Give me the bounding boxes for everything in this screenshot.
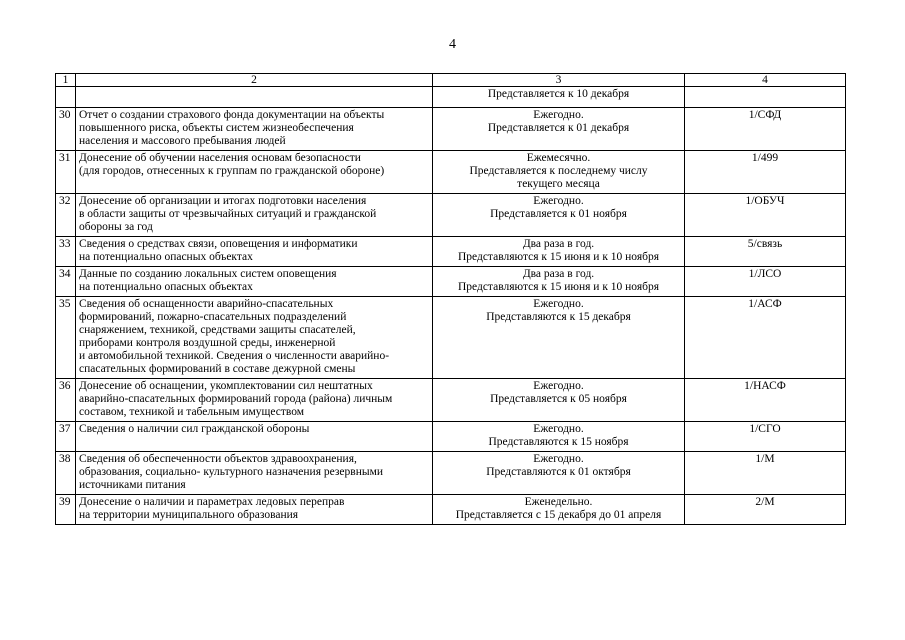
description-line: Донесение об обучении населения основам безопасности (79, 152, 361, 164)
report-deadline (433, 452, 685, 495)
description-line: снаряжением, техникой, средствами защиты спасателей, (79, 324, 356, 336)
table-row (56, 108, 846, 151)
description-line: Сведения о средствах связи, оповещения и информатики (79, 238, 358, 250)
description-line: Сведения об оснащенности аварийно-спасательных (79, 298, 334, 310)
report-description (76, 237, 433, 267)
column-number: 4 (685, 74, 846, 87)
description-line: и автомобильной техникой. Сведения о численности аварийно- (79, 350, 390, 362)
table-row (56, 452, 846, 495)
description-line: образования, социально- культурного назначения резервными (79, 466, 384, 478)
report-description (76, 151, 433, 194)
row-number: 31 (56, 151, 76, 194)
report-deadline (433, 108, 685, 151)
description-line: на потенциально опасных объектах (79, 281, 253, 293)
report-deadline (433, 297, 685, 379)
deadline-line: Ежемесячно. (526, 152, 591, 164)
report-deadline (433, 422, 685, 452)
table-row (56, 297, 846, 379)
deadline-line: Представляется к последнему числу (469, 165, 648, 177)
row-number: 32 (56, 194, 76, 237)
description-line: составом, техникой и табельным имуществом (79, 406, 305, 418)
row-number: 34 (56, 267, 76, 297)
report-description (76, 422, 433, 452)
form-code: 5/связь (685, 237, 846, 267)
page-number: 4 (449, 37, 456, 52)
form-code: 1/ОБУЧ (685, 194, 846, 237)
column-number: 1 (56, 74, 76, 87)
report-description (76, 194, 433, 237)
description-line: в области защиты от чрезвычайных ситуаций и гражданской (79, 208, 377, 220)
description-line: Отчет о создании страхового фонда документации на объекты (79, 109, 385, 121)
description-line: Сведения об обеспеченности объектов здравоохранения, (79, 453, 357, 465)
report-deadline (433, 87, 685, 108)
column-numbers-row (56, 74, 846, 87)
column-number: 2 (76, 74, 433, 87)
report-deadline (433, 194, 685, 237)
form-code: 1/ЛСО (685, 267, 846, 297)
form-code (685, 87, 846, 108)
deadline-line: Представляется с 15 декабря до 01 апреля (455, 509, 662, 521)
form-code: 1/СФД (685, 108, 846, 151)
table-row (56, 495, 846, 525)
description-line: Донесение об организации и итогах подготовки населения (79, 195, 367, 207)
deadline-line: Представляется к 01 декабря (487, 122, 630, 134)
description-line: населения и массового пребывания людей (79, 135, 286, 147)
table-row (56, 87, 846, 108)
reports-table (55, 73, 846, 525)
deadline-line: Представляется к 10 декабря (487, 88, 630, 100)
row-number: 36 (56, 379, 76, 422)
deadline-line: Ежегодно. (533, 453, 584, 465)
deadline-line: Представляются к 15 ноября (488, 436, 629, 448)
form-code: 1/НАСФ (685, 379, 846, 422)
table-row (56, 267, 846, 297)
report-description (76, 379, 433, 422)
description-line: аварийно-спасательных формирований города (района) личным (79, 393, 393, 405)
row-number: 35 (56, 297, 76, 379)
deadline-line: Представляются к 01 октября (486, 466, 631, 478)
row-number: 30 (56, 108, 76, 151)
column-number: 3 (433, 74, 685, 87)
report-deadline (433, 237, 685, 267)
form-code: 1/499 (685, 151, 846, 194)
deadline-line: Ежегодно. (533, 298, 584, 310)
deadline-line: Представляется к 05 ноября (490, 393, 627, 405)
deadline-line: Ежегодно. (533, 380, 584, 392)
table-row (56, 237, 846, 267)
deadline-line: Представляются к 15 июня и к 10 ноября (457, 281, 660, 293)
form-code: 1/М (685, 452, 846, 495)
table-row (56, 379, 846, 422)
report-description (76, 495, 433, 525)
report-description (76, 108, 433, 151)
form-code: 1/АСФ (685, 297, 846, 379)
description-line: спасательных формирований в составе дежурной смены (79, 363, 356, 375)
description-line: Данные по созданию локальных систем оповещения (79, 268, 337, 280)
description-line: источниками питания (79, 479, 186, 491)
report-description (76, 87, 433, 108)
row-number: 39 (56, 495, 76, 525)
deadline-line: Представляются к 15 декабря (486, 311, 631, 323)
row-number: 33 (56, 237, 76, 267)
report-deadline (433, 379, 685, 422)
report-deadline (433, 151, 685, 194)
description-line: обороны за год (79, 221, 153, 233)
row-number: 38 (56, 452, 76, 495)
description-line: на территории муниципального образования (79, 509, 299, 521)
deadline-line: Еженедельно. (524, 496, 593, 508)
deadline-line: текущего месяца (517, 178, 600, 190)
deadline-line: Два раза в год. (522, 268, 595, 280)
form-code: 2/М (685, 495, 846, 525)
deadline-line: Два раза в год. (522, 238, 595, 250)
report-description (76, 267, 433, 297)
report-deadline (433, 267, 685, 297)
description-line: Сведения о наличии сил гражданской обороны (79, 423, 310, 435)
deadline-line: Представляются к 15 июня и к 10 ноября (457, 251, 660, 263)
table-row (56, 151, 846, 194)
deadline-line: Ежегодно. (533, 109, 584, 121)
deadline-line: Представляется к 01 ноября (490, 208, 627, 220)
description-line: приборами контроля воздушной среды, инженерной (79, 337, 336, 349)
description-line: Донесение об оснащении, укомплектовании сил нештатных (79, 380, 373, 392)
description-line: Донесение о наличии и параметрах ледовых переправ (79, 496, 345, 508)
deadline-line: Ежегодно. (533, 423, 584, 435)
description-line: формирований, пожарно-спасательных подразделений (79, 311, 347, 323)
description-line: (для городов, отнесенных к группам по гражданской обороне) (79, 165, 385, 177)
row-number: 37 (56, 422, 76, 452)
table-row (56, 422, 846, 452)
row-number (56, 87, 76, 108)
form-code: 1/СГО (685, 422, 846, 452)
description-line: на потенциально опасных объектах (79, 251, 253, 263)
description-line: повышенного риска, объекты систем жизнеобеспечения (79, 122, 354, 134)
report-description (76, 452, 433, 495)
deadline-line: Ежегодно. (533, 195, 584, 207)
table-row (56, 194, 846, 237)
report-deadline (433, 495, 685, 525)
report-description (76, 297, 433, 379)
